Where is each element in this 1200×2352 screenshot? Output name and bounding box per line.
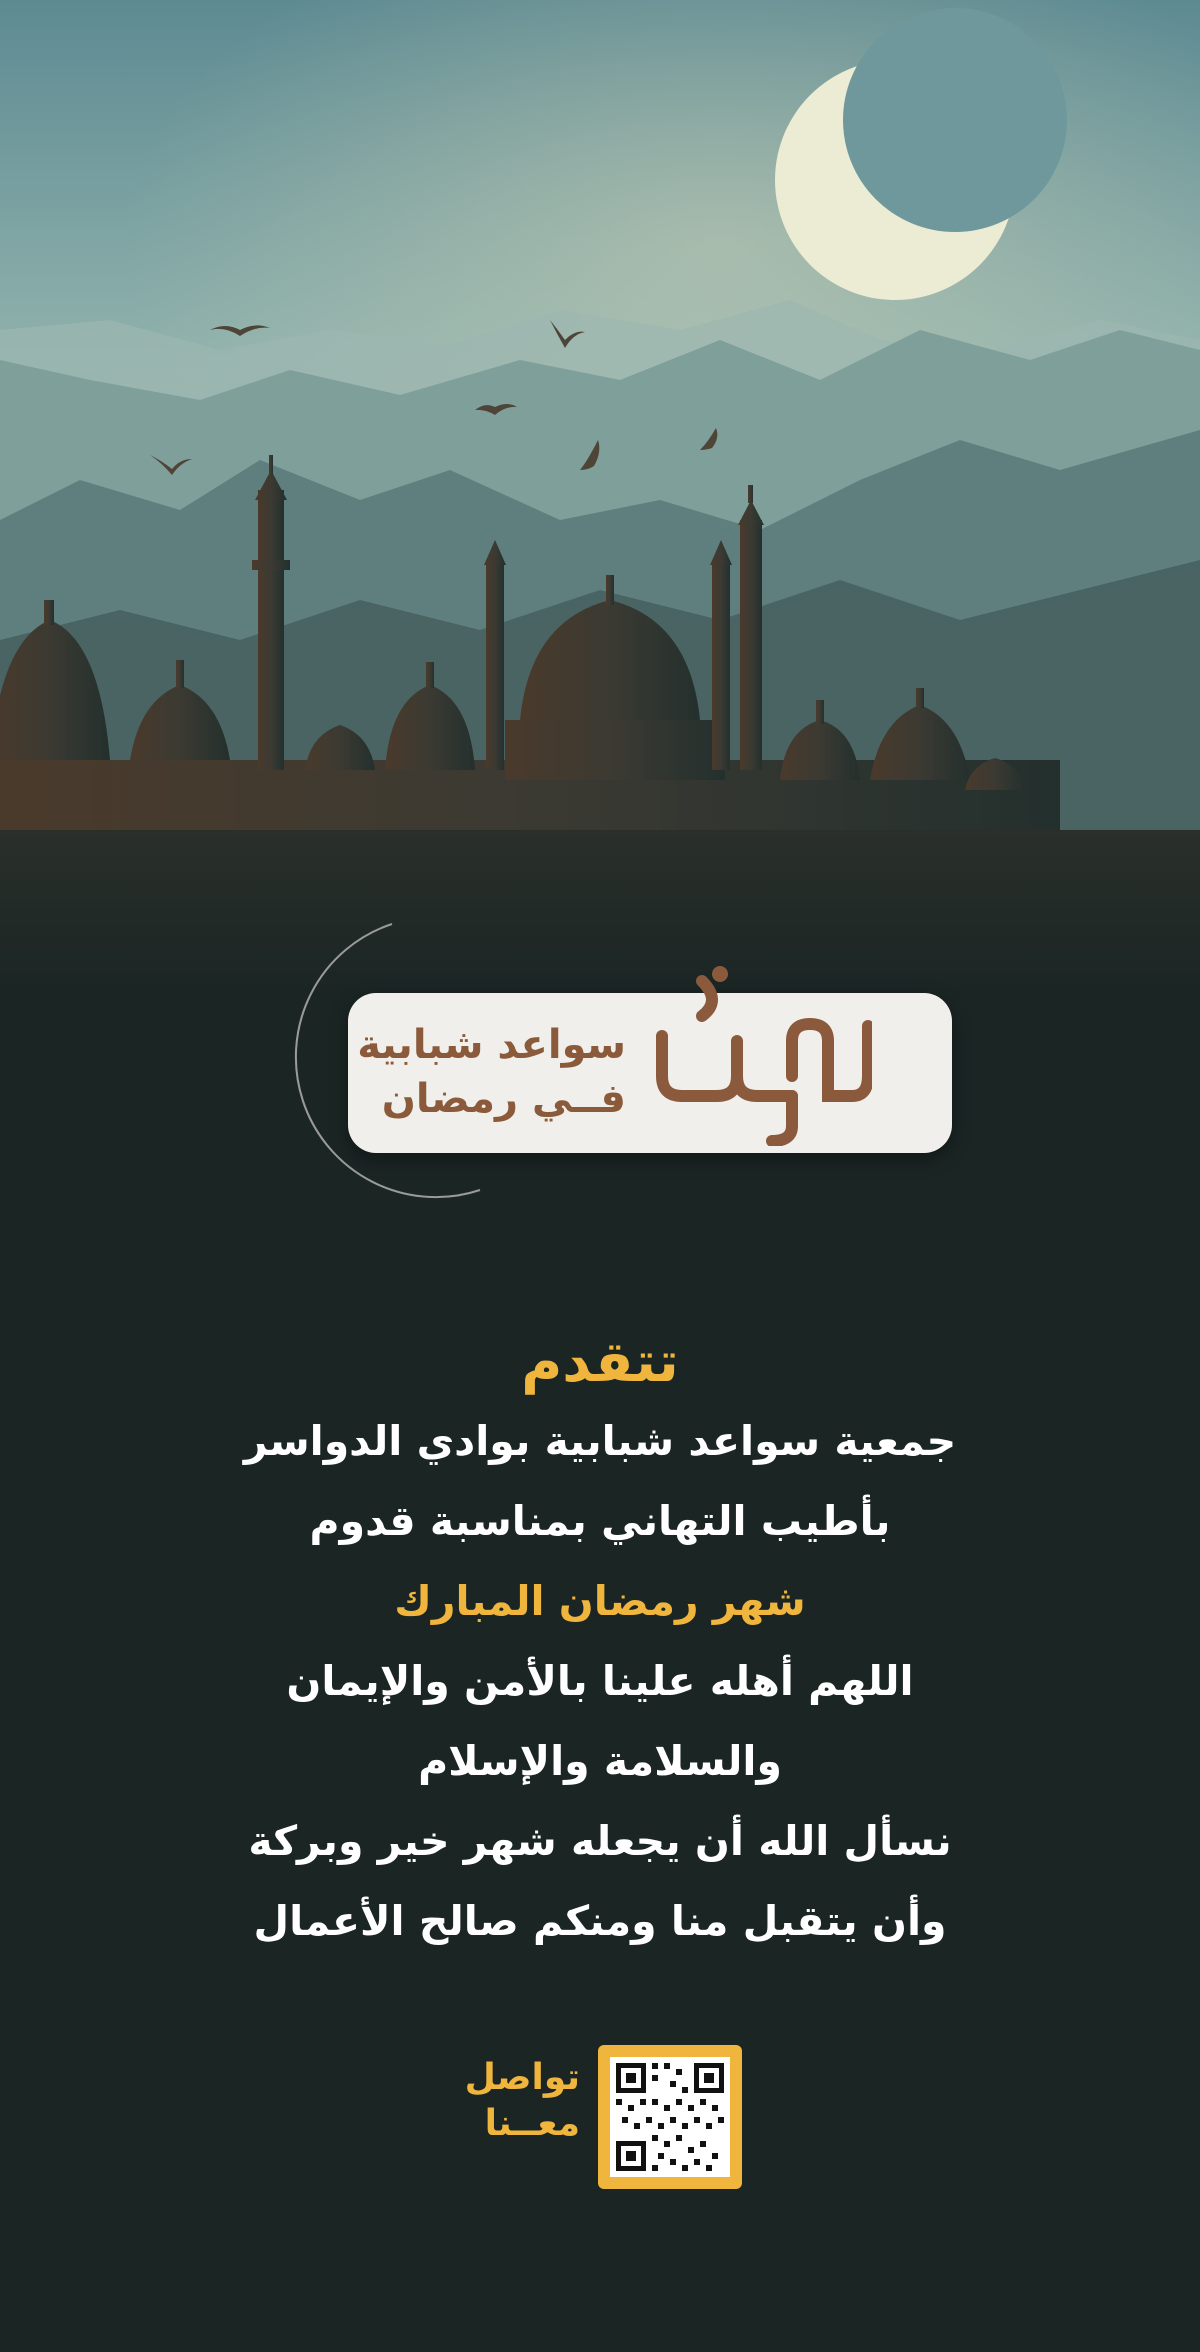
message-line: نسأل الله أن يجعله شهر خير وبركة [248, 1817, 952, 1865]
contact-label-line1: تواصل [464, 2057, 580, 2098]
badge-title: سواعد شبابية [357, 1022, 626, 1068]
message-line: وأن يتقبل منا ومنكم صالح الأعمال [253, 1897, 947, 1945]
message-highlight-line: شهر رمضان المبارك [394, 1577, 806, 1625]
ramadan-badge [244, 920, 964, 1220]
message-line: اللهم أهله علينا بالأمن والإيمان [286, 1657, 914, 1705]
contact-label-line2: معــنا [484, 2103, 580, 2144]
message-line: والسلامة والإسلام [418, 1737, 782, 1785]
qr-code[interactable] [596, 2043, 744, 2191]
greeting-message [0, 1325, 1200, 1961]
association-logo-icon [642, 946, 872, 1146]
message-heading: تتقدم [521, 1330, 679, 1395]
qr-code-icon [596, 2043, 744, 2191]
night-scene-illustration [0, 0, 1200, 1000]
message-line: بأطيب التهاني بمناسبة قدوم [309, 1497, 891, 1545]
message-line: جمعية سواعد شبابية بوادي الدواسر [243, 1417, 957, 1465]
contact-label [450, 2055, 580, 2147]
badge-subtitle: فــي رمضان [381, 1076, 626, 1122]
